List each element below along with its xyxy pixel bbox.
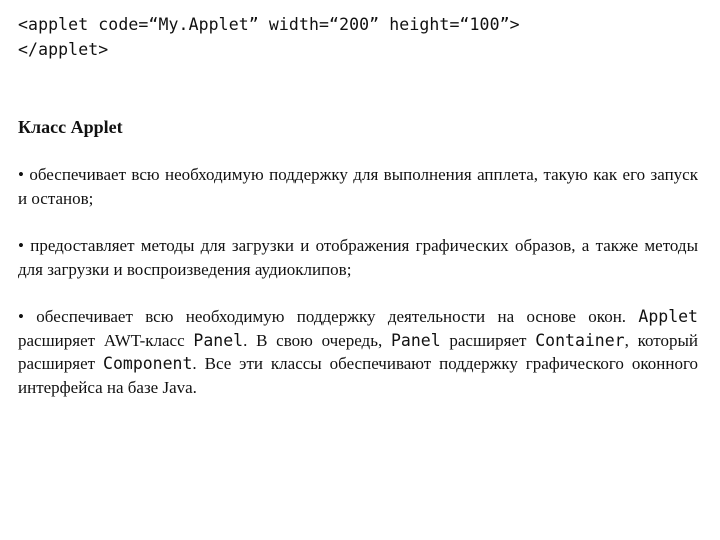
bullet3-text-2: расширяет AWT-класс bbox=[18, 330, 194, 350]
code-term-panel-2: Panel bbox=[390, 330, 441, 350]
bullet3-text-5: , который расширяет bbox=[18, 330, 699, 373]
code-line-close-tag: </applet> bbox=[18, 40, 109, 59]
bullet3-text-3: . В свою очередь, bbox=[243, 330, 391, 350]
bullet3-text-4: расширяет bbox=[440, 330, 536, 350]
slide-content bbox=[18, 12, 698, 399]
bullet-paragraph-1: • обеспечивает всю необходимую поддержку для выполнения апплета, такую как его запуск и останов; bbox=[18, 165, 698, 208]
code-term-panel: Panel bbox=[193, 330, 244, 350]
code-line-open-tag: <applet code=“My.Applet” width=“200” height=“100”> bbox=[18, 15, 520, 34]
applet-code-snippet bbox=[18, 12, 698, 62]
code-term-component: Component bbox=[103, 354, 193, 373]
bullet3-text-1: • обеспечивает всю необходимую поддержку деятельности на основе окон. bbox=[18, 307, 639, 326]
code-term-applet: Applet bbox=[638, 307, 698, 326]
section-heading: Класс Applet bbox=[18, 117, 123, 137]
code-term-container: Container bbox=[535, 330, 625, 350]
bullet-paragraph-2: • предоставляет методы для загрузки и отображения графических образов, а также методы для загрузки и воспроизведения аудиоклипов; bbox=[18, 236, 698, 279]
bullet3-text-6: . Все эти классы обеспечивают поддержку графического оконного интерфейса на базе Java. bbox=[18, 354, 698, 397]
bullet-paragraph-3 bbox=[18, 305, 698, 399]
